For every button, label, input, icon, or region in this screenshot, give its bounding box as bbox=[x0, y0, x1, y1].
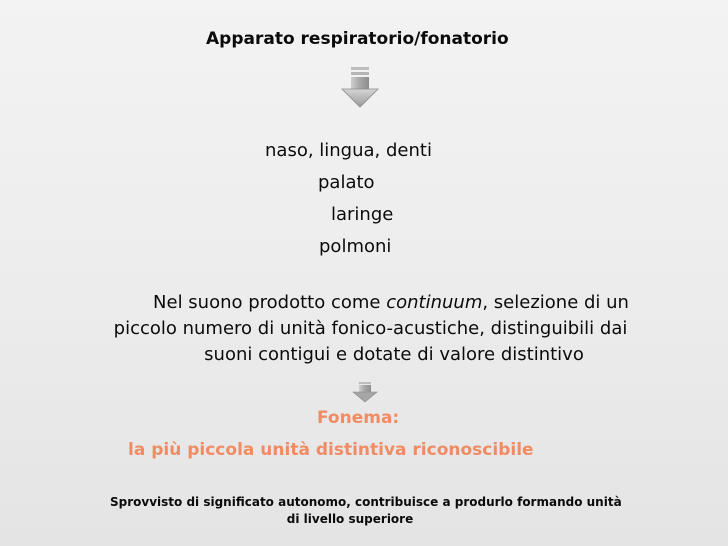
organ-item: laringe bbox=[331, 204, 394, 225]
footnote bbox=[110, 494, 622, 528]
fonema-label: Fonema: bbox=[317, 408, 400, 428]
slide-title: Apparato respiratorio/fonatorio bbox=[206, 29, 509, 49]
organ-item: palato bbox=[318, 172, 375, 193]
fonema-definition: la più piccola unità distintiva riconoscibile bbox=[128, 440, 534, 460]
organ-item: polmoni bbox=[319, 236, 392, 257]
paragraph-line: piccolo numero di unità fonico-acustiche, distinguibili dai bbox=[113, 318, 628, 339]
organ-item: naso, lingua, denti bbox=[265, 140, 432, 161]
paragraph-text: , selezione di un bbox=[482, 292, 629, 313]
paragraph-text: Nel suono prodotto come bbox=[153, 292, 387, 313]
down-arrow-icon bbox=[352, 381, 378, 403]
paragraph-line: suoni contigui e dotate di valore distintivo bbox=[204, 344, 584, 365]
down-arrow-icon bbox=[341, 66, 379, 108]
description-paragraph bbox=[60, 290, 728, 368]
paragraph-italic-text: continuum bbox=[386, 292, 483, 313]
footnote-line: di livello superiore bbox=[286, 512, 414, 526]
footnote-line: Sprovvisto di significato autonomo, contribuisce a produrlo formando unità bbox=[110, 495, 622, 509]
paragraph-line bbox=[60, 290, 728, 316]
